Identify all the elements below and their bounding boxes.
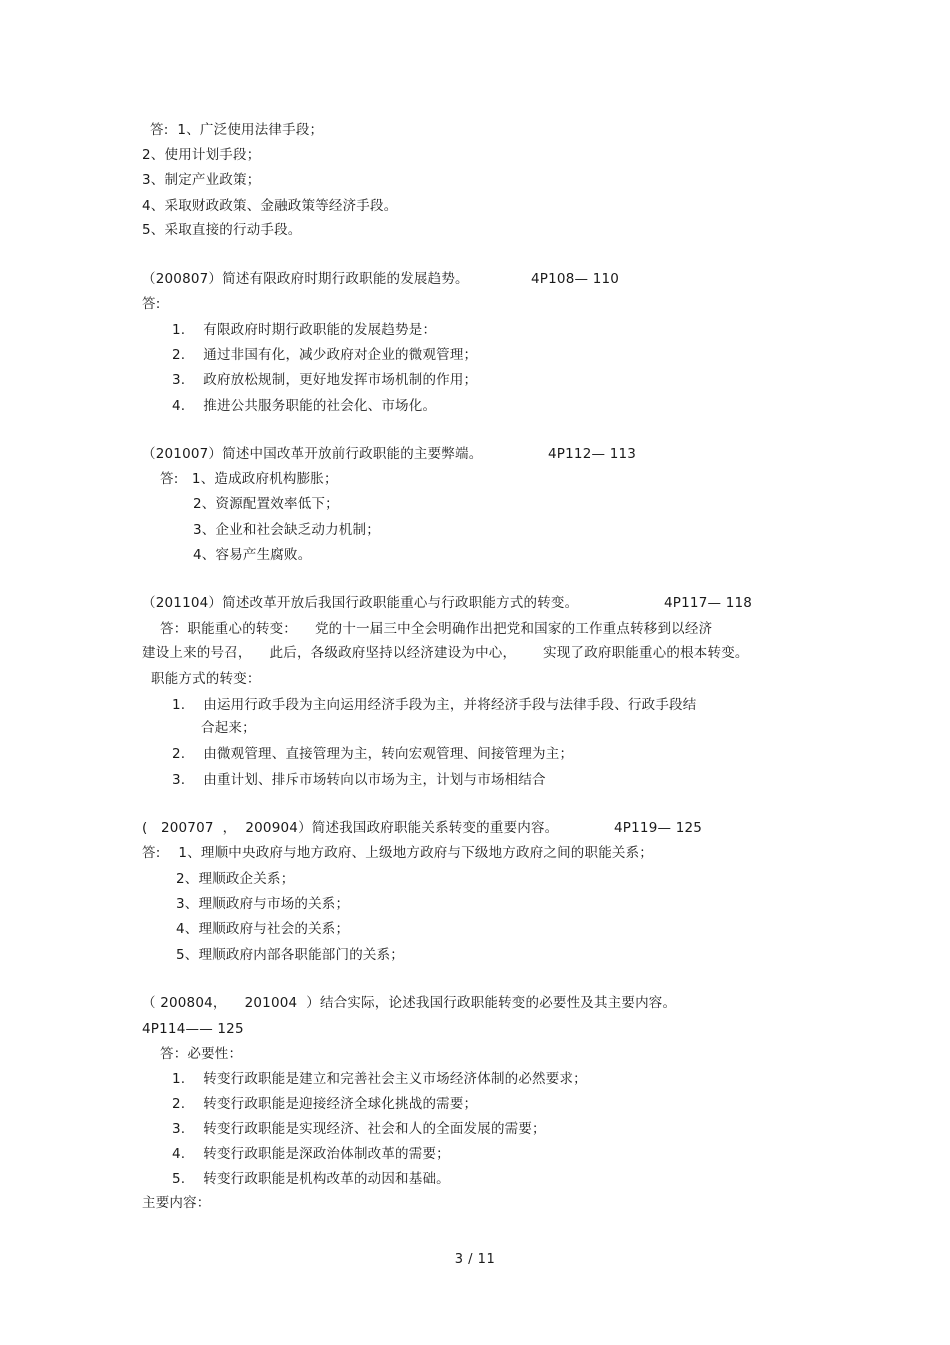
answer-line: 职能方式的转变： — [151, 671, 261, 687]
question-heading: （200807）简述有限政府时期行政职能的发展趋势。 — [142, 271, 469, 287]
answer-line: 5. 转变行政职能是机构改革的动因和基础。 — [172, 1171, 450, 1187]
answer-line: 建设上来的号召， 此后，各级政府坚持以经济建设为中心， 实现了政府职能重心的根本转变。 — [142, 645, 749, 661]
answer-line: 4、容易产生腐败。 — [193, 547, 312, 563]
question-heading: ( 200707 ， 200904）简述我国政府职能关系转变的重要内容。 — [142, 820, 559, 836]
answer-line: 2、理顺政企关系； — [176, 871, 295, 887]
answer-line: 答: 1、造成政府机构膨胀； — [160, 471, 338, 487]
answer-line: 4. 推进公共服务职能的社会化、市场化。 — [172, 398, 437, 414]
answer-line: 3. 政府放松规制，更好地发挥市场机制的作用； — [172, 372, 478, 388]
question-heading: （201104）简述改革开放后我国行政职能重心与行政职能方式的转变。 — [142, 595, 579, 611]
answer-line: 2. 转变行政职能是迎接经济全球化挑战的需要； — [172, 1096, 478, 1112]
answer-line: 3、制定产业政策； — [142, 172, 261, 188]
question-heading: （ 200804， 201004 ）结合实际，论述我国行政职能转变的必要性及其主要内容。 — [142, 995, 677, 1011]
answer-line: 2. 由微观管理、直接管理为主，转向宏观管理、间接管理为主； — [172, 746, 574, 762]
question-heading: （201007）简述中国改革开放前行政职能的主要弊端。 — [142, 446, 483, 462]
answer-label: 答: — [142, 296, 161, 312]
answer-line: 2. 通过非国有化，减少政府对企业的微观管理； — [172, 347, 478, 363]
answer-line: 3、企业和社会缺乏动力机制； — [193, 522, 380, 538]
page-reference: 4P117— 118 — [664, 595, 753, 611]
answer-line: 答：职能重心的转变： 党的十一届三中全会明确作出把党和国家的工作重点转移到以经济 — [160, 621, 713, 637]
answer-line: 5、理顺政府内部各职能部门的关系； — [176, 947, 404, 963]
answer-line: 1. 有限政府时期行政职能的发展趋势是： — [172, 322, 437, 338]
answer-line: 4. 转变行政职能是深政治体制改革的需要； — [172, 1146, 450, 1162]
answer-line: 主要内容： — [142, 1195, 211, 1211]
answer-line: 4、理顺政府与社会的关系； — [176, 921, 350, 937]
answer-line: 2、资源配置效率低下； — [193, 496, 339, 512]
answer-line: 4、采取财政政策、金融政策等经济手段。 — [142, 198, 398, 214]
answer-line: 5、采取直接的行动手段。 — [142, 222, 302, 238]
answer-line: 2、使用计划手段； — [142, 147, 261, 163]
page-reference: 4P114—— 125 — [142, 1021, 244, 1037]
answer-line: 答：必要性： — [160, 1046, 243, 1062]
answer-line: 合起来； — [201, 720, 256, 736]
answer-line: 3. 转变行政职能是实现经济、社会和人的全面发展的需要； — [172, 1121, 546, 1137]
answer-line: 1. 转变行政职能是建立和完善社会主义市场经济体制的必然要求； — [172, 1071, 587, 1087]
answer-line: 答: 1、理顺中央政府与地方政府、上级地方政府与下级地方政府之间的职能关系； — [142, 845, 654, 861]
page-reference: 4P108— 110 — [531, 271, 620, 287]
answer-line: 1. 由运用行政手段为主向运用经济手段为主，并将经济手段与法律手段、行政手段结 — [172, 697, 697, 713]
answer-line: 3、理顺政府与市场的关系； — [176, 896, 350, 912]
page-reference: 4P119— 125 — [614, 820, 703, 836]
answer-line: 答: 1、广泛使用法律手段； — [150, 122, 324, 138]
answer-line: 3. 由重计划、排斥市场转向以市场为主，计划与市场相结合 — [172, 772, 546, 788]
page-reference: 4P112— 113 — [548, 446, 637, 462]
page-number: 3 / 11 — [454, 1252, 496, 1267]
